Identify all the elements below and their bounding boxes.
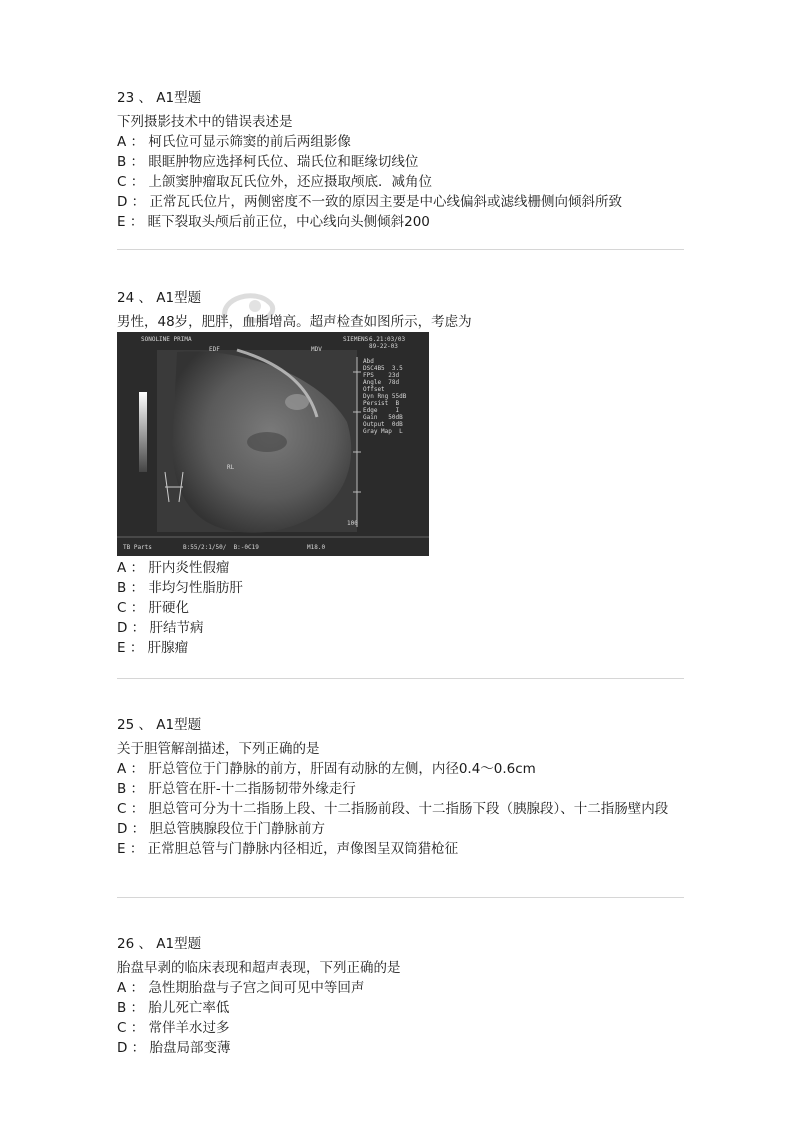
- option-d[interactable]: D ： 胆总管胰腺段位于门静脉前方: [117, 821, 325, 837]
- us-bottom-mid: B:55/2:1/50/ B:-0C19: [183, 544, 259, 551]
- us-top-left: SONOLINE PRIMA: [141, 336, 192, 343]
- divider: [117, 678, 684, 679]
- question-header: 25 、 A1型题: [117, 717, 202, 733]
- option-b[interactable]: B ： 胎儿死亡率低: [117, 1000, 230, 1016]
- us-param: Dyn Rng 55dB: [363, 393, 407, 400]
- option-e[interactable]: E ： 肝腺瘤: [117, 640, 189, 656]
- option-d[interactable]: D ： 胎盘局部变薄: [117, 1040, 231, 1056]
- question-header: 23 、 A1型题: [117, 90, 202, 106]
- ultrasound-image: [117, 332, 429, 556]
- option-c[interactable]: C ： 常伴羊水过多: [117, 1020, 230, 1036]
- us-top-right: SIEMENS: [343, 336, 369, 343]
- question-header: 26 、 A1型题: [117, 936, 202, 952]
- us-param: Angle 78d: [363, 379, 400, 386]
- question-header: 24 、 A1型题: [117, 290, 202, 306]
- question-24-options: [117, 558, 687, 658]
- option-a[interactable]: A ： 柯氏位可显示筛窦的前后两组影像: [117, 134, 351, 150]
- us-top-mid-left: EDF: [209, 346, 220, 353]
- option-a[interactable]: A ： 肝内炎性假瘤: [117, 560, 230, 576]
- option-a[interactable]: A ： 急性期胎盘与子宫之间可见中等回声: [117, 980, 365, 996]
- us-scale: 100: [347, 520, 358, 527]
- us-param: Gray Map L: [363, 428, 403, 435]
- us-date-1: 6.21:03/03: [369, 336, 406, 343]
- question-stem: 男性，48岁，肥胖，血脂增高。超声检查如图所示，考虑为: [117, 314, 472, 330]
- us-param: FPS 23d: [363, 372, 400, 379]
- option-a[interactable]: A ： 肝总管位于门静脉的前方，肝固有动脉的左侧，内径0.4～0.6cm: [117, 761, 536, 777]
- question-25: [117, 715, 687, 859]
- question-stem: 胎盘早剥的临床表现和超声表现，下列正确的是: [117, 960, 401, 976]
- option-c[interactable]: C ： 肝硬化: [117, 600, 190, 616]
- us-date-2: 89-22-03: [369, 343, 398, 350]
- option-c[interactable]: C ： 上颌窦肿瘤取瓦氏位外，还应摄取颅底．减角位: [117, 174, 433, 190]
- option-d[interactable]: D ： 肝结节病: [117, 620, 204, 636]
- us-top-mid-right: MDV: [311, 346, 322, 353]
- us-param: Offset: [363, 386, 385, 393]
- option-e[interactable]: E ： 眶下裂取头颅后前正位，中心线向头侧倾斜200: [117, 214, 430, 230]
- option-b[interactable]: B ： 非均匀性脂肪肝: [117, 580, 243, 596]
- us-bottom-left: TB Parts: [123, 544, 152, 551]
- question-26: [117, 934, 687, 1058]
- option-c[interactable]: C ： 胆总管可分为十二指肠上段、十二指肠前段、十二指肠下段（胰腺段）、十二指肠壁内段: [117, 801, 669, 817]
- us-param: Persist B: [363, 400, 400, 407]
- option-b[interactable]: B ： 肝总管在肝-十二指肠韧带外缘走行: [117, 781, 356, 797]
- us-param: Abd: [363, 358, 374, 365]
- us-label-rl: RL: [227, 464, 235, 471]
- question-24: [117, 288, 687, 332]
- question-23: [117, 88, 687, 232]
- us-param: Output 0dB: [363, 421, 403, 428]
- option-d[interactable]: D ： 正常瓦氏位片，两侧密度不一致的原因主要是中心线偏斜或滤线栅侧向倾斜所致: [117, 194, 622, 210]
- us-param: Edge I: [363, 407, 400, 414]
- us-bottom-right: M18.0: [307, 544, 326, 551]
- question-stem: 下列摄影技术中的错误表述是: [117, 114, 293, 130]
- us-param: Gain 50dB: [363, 414, 403, 421]
- option-e[interactable]: E ： 正常胆总管与门静脉内径相近，声像图呈双筒猎枪征: [117, 841, 459, 857]
- us-params: [363, 358, 406, 435]
- divider: [117, 897, 684, 898]
- divider: [117, 249, 684, 250]
- question-stem: 关于胆管解剖描述，下列正确的是: [117, 741, 320, 757]
- us-param: DSC4B5 3.5: [363, 365, 403, 372]
- option-b[interactable]: B ： 眼眶肿物应选择柯氏位、瑞氏位和眶缘切线位: [117, 154, 419, 170]
